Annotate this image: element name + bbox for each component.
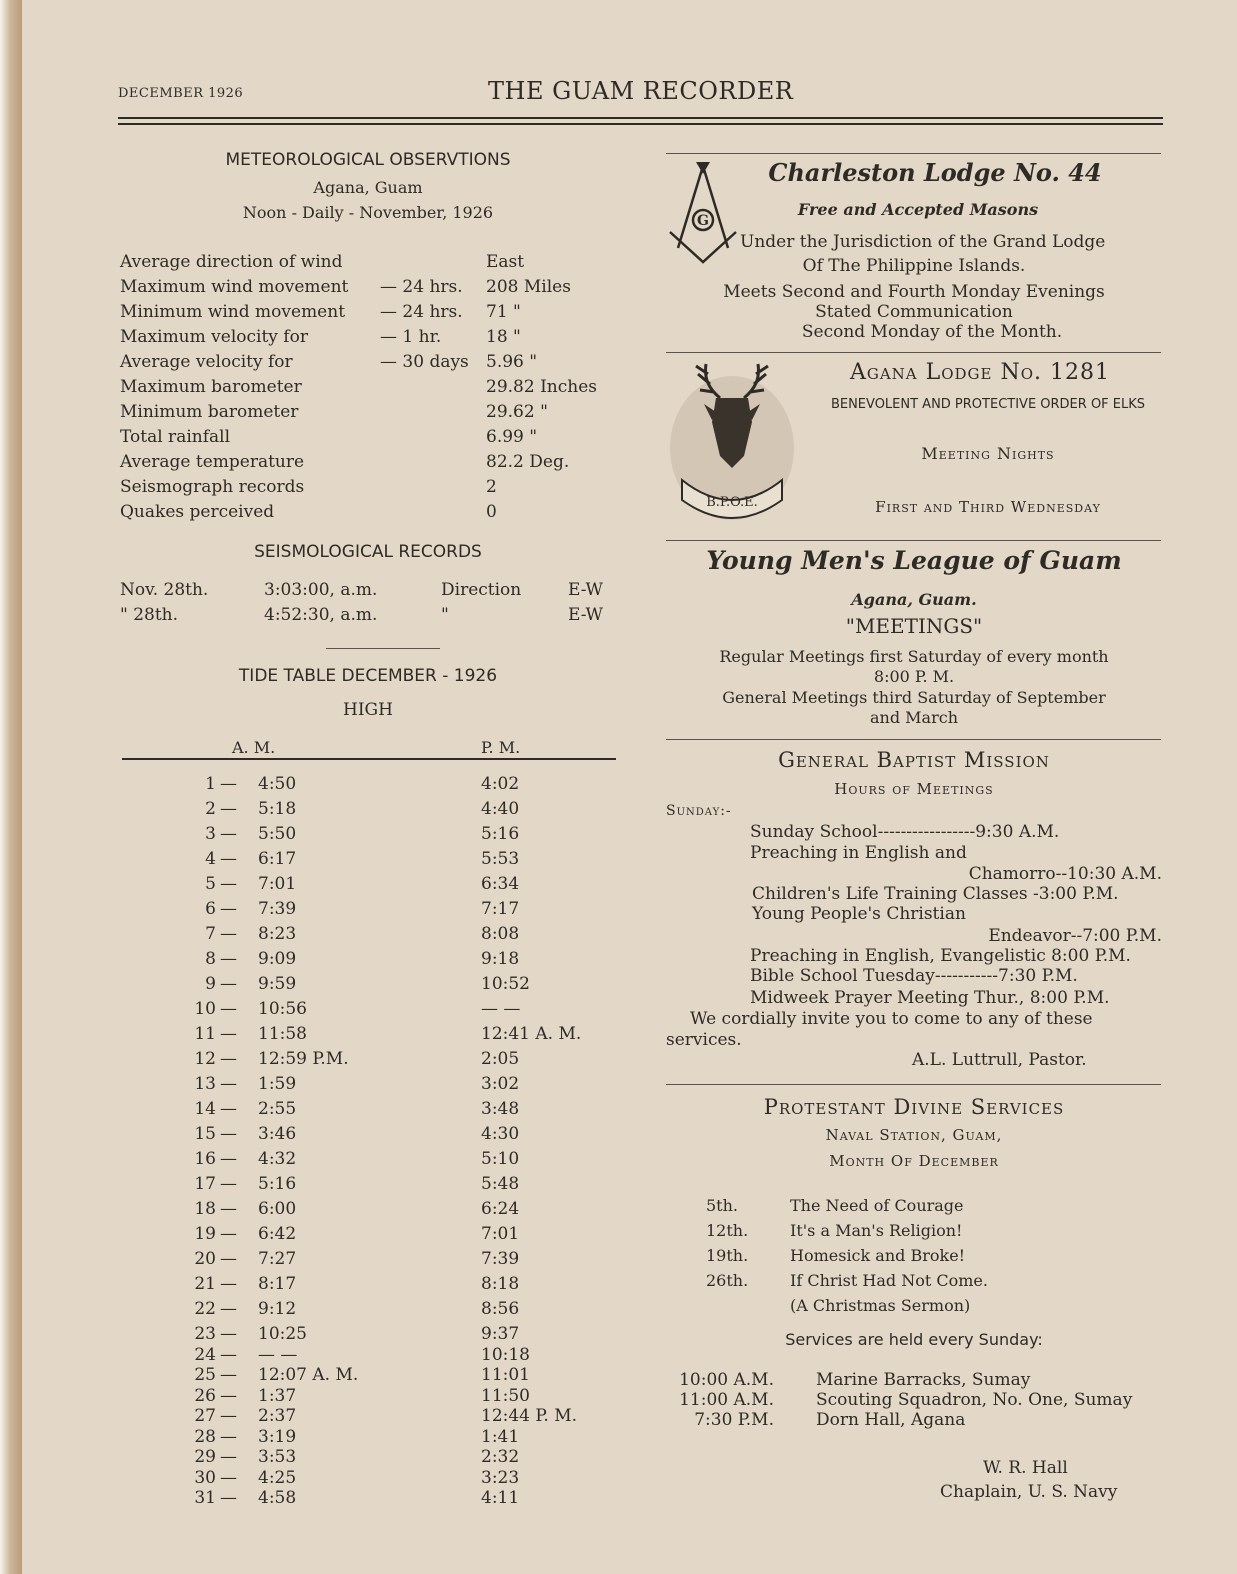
- met-label: Seismograph records: [120, 477, 305, 497]
- tide-dash: —: [220, 1149, 237, 1169]
- tide-pm: 10:18: [481, 1344, 530, 1365]
- baptist-line: Children's Life Training Classes -3:00 P.M.: [752, 884, 1119, 904]
- tide-pm: 1:41: [481, 1426, 520, 1447]
- tide-am: 9:59: [258, 974, 297, 994]
- tide-pm: 3:48: [481, 1099, 520, 1119]
- tide-day: 26: [194, 1385, 216, 1406]
- tide-day: 30: [194, 1467, 216, 1488]
- chaplain-title: Chaplain, U. S. Navy: [940, 1482, 1118, 1502]
- tide-day: 21: [194, 1274, 216, 1294]
- tide-am: 7:01: [258, 874, 297, 894]
- tide-dash: —: [220, 849, 237, 869]
- tide-dash: —: [220, 1099, 237, 1119]
- tide-dash: —: [220, 974, 237, 994]
- tide-am: 12:07 A. M.: [258, 1365, 359, 1385]
- newspaper-title: THE GUAM RECORDER: [488, 77, 794, 105]
- tide-pm: 12:44 P. M.: [481, 1406, 578, 1426]
- tide-pm: 3:23: [481, 1467, 520, 1488]
- agana-nights: First and Third Wednesday: [875, 498, 1101, 516]
- seis-dir: E-W: [568, 580, 604, 600]
- tide-am: 9:09: [258, 949, 297, 969]
- divider: [666, 153, 1161, 154]
- ymlg-meetings: "MEETINGS": [845, 614, 983, 638]
- baptist-sunday: Sunday:-: [666, 803, 732, 819]
- tide-pm: 8:56: [481, 1299, 520, 1319]
- protestant-sub1: Naval Station, Guam,: [825, 1126, 1003, 1144]
- seis-date: " 28th.: [120, 605, 179, 625]
- tide-day: 24: [194, 1344, 216, 1365]
- tide-am: 12:59 P.M.: [258, 1049, 349, 1069]
- tide-day: 22: [194, 1299, 216, 1319]
- met-label: Minimum barometer: [120, 402, 299, 422]
- tide-dash: —: [220, 1049, 237, 1069]
- agana-title: Agana Lodge No. 1281: [849, 360, 1111, 385]
- service-time: 11:00 A.M.: [679, 1390, 774, 1410]
- tide-am: 8:17: [258, 1274, 297, 1294]
- ymlg-line: Regular Meetings first Saturday of every month: [719, 647, 1109, 666]
- baptist-line: Midweek Prayer Meeting Thur., 8:00 P.M.: [750, 988, 1110, 1008]
- charleston-line: Of The Philippine Islands.: [802, 256, 1026, 276]
- service-time: 7:30 P.M.: [694, 1410, 774, 1430]
- tide-dash: —: [220, 874, 237, 894]
- met-label: Average velocity for: [120, 352, 293, 372]
- tide-am: 7:27: [258, 1249, 297, 1269]
- tide-am: 4:32: [258, 1149, 297, 1169]
- tide-dash: —: [220, 1249, 237, 1269]
- tide-pm: 5:48: [481, 1174, 520, 1194]
- divider: [666, 1084, 1161, 1085]
- tide-pm: 8:18: [481, 1274, 520, 1294]
- tide-pm: 8:08: [481, 924, 520, 944]
- met-label: Minimum wind movement: [120, 302, 346, 322]
- tide-day: 23: [194, 1324, 216, 1344]
- met-period: — 1 hr.: [380, 327, 442, 347]
- met-location: Agana, Guam: [313, 178, 423, 197]
- ymlg-line: General Meetings third Saturday of September: [722, 688, 1106, 707]
- divider: [666, 739, 1161, 740]
- baptist-line: Young People's Christian: [752, 904, 966, 924]
- sermon-title: If Christ Had Not Come.: [790, 1271, 988, 1290]
- tide-dash: —: [220, 774, 237, 794]
- met-value: 82.2 Deg.: [486, 452, 570, 472]
- tide-day: 25: [194, 1365, 216, 1385]
- tide-dash: —: [220, 949, 237, 969]
- tide-pm: 11:01: [481, 1365, 530, 1385]
- tide-pm: 7:01: [481, 1224, 520, 1244]
- met-label: Maximum velocity for: [120, 327, 308, 347]
- protestant-title: Protestant Divine Services: [763, 1095, 1065, 1119]
- tide-am: 2:37: [258, 1406, 297, 1426]
- tide-day: 3: [205, 824, 216, 844]
- sermon-title: Homesick and Broke!: [790, 1246, 966, 1265]
- tide-title: TIDE TABLE DECEMBER - 1926: [238, 666, 498, 686]
- tide-day: 1: [205, 774, 216, 794]
- baptist-pastor: A.L. Luttrull, Pastor.: [912, 1050, 1087, 1070]
- met-value: 71 ": [486, 302, 521, 322]
- tide-am: 1:59: [258, 1074, 297, 1094]
- tide-dash: —: [220, 1274, 237, 1294]
- tide-day: 12: [194, 1049, 216, 1069]
- baptist-invite: We cordially invite you to come to any of these: [690, 1009, 1093, 1029]
- tide-dash: —: [220, 1426, 237, 1447]
- tide-day: 4: [205, 849, 216, 869]
- tide-day: 10: [194, 999, 216, 1019]
- met-value: 29.62 ": [486, 402, 548, 422]
- page-edge: [0, 0, 22, 1574]
- seis-dir-label: ": [441, 605, 449, 625]
- tide-am: 4:25: [258, 1467, 297, 1488]
- tide-dash: —: [220, 1385, 237, 1406]
- tide-am: 10:25: [258, 1324, 307, 1344]
- seis-date: Nov. 28th.: [120, 580, 209, 600]
- tide-pm: 4:02: [481, 774, 520, 794]
- met-label: Average temperature: [120, 452, 305, 472]
- seis-time: 3:03:00, a.m.: [264, 580, 378, 600]
- tide-pm-head: P. M.: [481, 738, 521, 757]
- tide-am: 6:00: [258, 1199, 297, 1219]
- tide-dash: —: [220, 1406, 237, 1426]
- tide-am: 4:50: [258, 774, 297, 794]
- tide-pm: 12:41 A. M.: [481, 1024, 582, 1044]
- baptist-line: Endeavor--7:00 P.M.: [988, 926, 1162, 946]
- tide-dash: —: [220, 1074, 237, 1094]
- charleston-title: Charleston Lodge No. 44: [768, 158, 1102, 187]
- tide-day: 28: [194, 1426, 216, 1447]
- tide-am: 9:12: [258, 1299, 297, 1319]
- tide-dash: —: [220, 924, 237, 944]
- met-value: 2: [486, 477, 497, 497]
- met-label: Quakes perceived: [120, 502, 275, 522]
- sermon-date: 19th.: [706, 1246, 749, 1265]
- tide-day: 6: [205, 899, 216, 919]
- service-place: Marine Barracks, Sumay: [816, 1370, 1031, 1390]
- tide-dash: —: [220, 1124, 237, 1144]
- header-rule-2: [118, 123, 1163, 125]
- tide-dash: —: [220, 1224, 237, 1244]
- protestant-sub2: Month Of December: [829, 1152, 999, 1170]
- tide-day: 19: [194, 1224, 216, 1244]
- tide-day: 20: [194, 1249, 216, 1269]
- met-period: — 24 hrs.: [380, 277, 463, 297]
- tide-sub: HIGH: [343, 700, 393, 720]
- sermon-title: It's a Man's Religion!: [790, 1221, 963, 1240]
- tide-day: 8: [205, 949, 216, 969]
- met-value: 18 ": [486, 327, 521, 347]
- baptist-line: Preaching in English and: [750, 843, 967, 863]
- tide-day: 17: [194, 1174, 216, 1194]
- tide-day: 11: [194, 1024, 216, 1044]
- met-period: — 24 hrs.: [380, 302, 463, 322]
- protestant-held: Services are held every Sunday:: [785, 1330, 1043, 1349]
- baptist-line: Bible School Tuesday-----------7:30 P.M.: [750, 966, 1078, 986]
- tide-pm: 6:24: [481, 1199, 520, 1219]
- service-time: 10:00 A.M.: [679, 1370, 774, 1390]
- tide-am: 5:18: [258, 799, 297, 819]
- tide-am: 3:19: [258, 1426, 297, 1447]
- tide-am-head: A. M.: [232, 738, 276, 757]
- charleston-sub: Free and Accepted Masons: [797, 200, 1039, 219]
- baptist-line: Preaching in English, Evangelistic 8:00 P.M.: [750, 946, 1131, 966]
- tide-pm: 3:02: [481, 1074, 520, 1094]
- tide-pm: 7:17: [481, 899, 520, 919]
- tide-head-rule: [122, 758, 616, 760]
- tide-am: 5:16: [258, 1174, 297, 1194]
- tide-pm: 5:16: [481, 824, 520, 844]
- met-label: Maximum barometer: [120, 377, 302, 397]
- tide-day: 16: [194, 1149, 216, 1169]
- service-place: Dorn Hall, Agana: [816, 1410, 966, 1430]
- baptist-line: Sunday School-----------------9:30 A.M.: [750, 822, 1060, 842]
- tide-pm: — —: [481, 999, 521, 1019]
- tide-pm: 4:40: [481, 799, 520, 819]
- tide-pm: 11:50: [481, 1385, 530, 1406]
- tide-am: 1:37: [258, 1385, 297, 1406]
- tide-dash: —: [220, 1299, 237, 1319]
- tide-day: 9: [205, 974, 216, 994]
- svg-text:G: G: [697, 213, 709, 229]
- met-label: Maximum wind movement: [120, 277, 349, 297]
- seis-title: SEISMOLOGICAL RECORDS: [254, 542, 482, 562]
- tide-dash: —: [220, 799, 237, 819]
- agana-sub: BENEVOLENT AND PROTECTIVE ORDER OF ELKS: [830, 397, 1146, 412]
- tide-am: 6:42: [258, 1224, 297, 1244]
- tide-pm: 10:52: [481, 974, 530, 994]
- divider: [666, 352, 1161, 353]
- tide-pm: 4:11: [481, 1488, 520, 1508]
- tide-pm: 4:30: [481, 1124, 520, 1144]
- met-value: 6.99 ": [486, 427, 538, 447]
- square-compass-icon: [666, 160, 740, 264]
- tide-day: 27: [194, 1406, 216, 1426]
- met-label: Average direction of wind: [120, 252, 343, 272]
- baptist-invite: services.: [666, 1030, 742, 1050]
- tide-pm: 2:05: [481, 1049, 520, 1069]
- issue-date: DECEMBER 1926: [118, 86, 244, 101]
- tide-am: 5:50: [258, 824, 297, 844]
- tide-am: 4:58: [258, 1488, 297, 1508]
- tide-pm: 9:37: [481, 1324, 520, 1344]
- agana-meeting: Meeting Nights: [921, 444, 1055, 463]
- met-value: 29.82 Inches: [486, 377, 597, 397]
- tide-am: 3:46: [258, 1124, 297, 1144]
- met-value: East: [486, 252, 525, 272]
- ymlg-place: Agana, Guam.: [851, 590, 977, 609]
- sermon-date: 26th.: [706, 1271, 749, 1290]
- seis-dir-label: Direction: [441, 580, 522, 600]
- met-title: METEOROLOGICAL OBSERVTIONS: [225, 150, 511, 170]
- tide-day: 7: [205, 924, 216, 944]
- tide-am: 6:17: [258, 849, 297, 869]
- emblem-text: B.P.O.E.: [706, 495, 758, 510]
- met-label: Total rainfall: [120, 427, 231, 447]
- tide-dash: —: [220, 899, 237, 919]
- tide-day: 31: [194, 1488, 216, 1508]
- met-value: 208 Miles: [486, 277, 571, 297]
- sermon-date: 12th.: [706, 1221, 749, 1240]
- baptist-title: General Baptist Mission: [778, 748, 1050, 772]
- ymlg-line: and March: [869, 708, 958, 727]
- tide-dash: —: [220, 1174, 237, 1194]
- tide-pm: 5:53: [481, 849, 520, 869]
- sermon-title: (A Christmas Sermon): [790, 1296, 971, 1315]
- tide-dash: —: [220, 1447, 237, 1467]
- met-subtitle: Noon - Daily - November, 1926: [242, 203, 494, 222]
- charleston-line: Stated Communication: [815, 302, 1013, 322]
- tide-am: 10:56: [258, 999, 307, 1019]
- baptist-line: Chamorro--10:30 A.M.: [968, 864, 1162, 884]
- seis-time: 4:52:30, a.m.: [264, 605, 378, 625]
- charleston-line: Second Monday of the Month.: [801, 322, 1063, 342]
- tide-pm: 5:10: [481, 1149, 520, 1169]
- divider: [326, 648, 440, 649]
- tide-pm: 2:32: [481, 1447, 520, 1467]
- tide-day: 29: [194, 1447, 216, 1467]
- chaplain-name: W. R. Hall: [983, 1458, 1068, 1478]
- tide-dash: —: [220, 999, 237, 1019]
- sermon-date: 5th.: [706, 1196, 738, 1215]
- tide-dash: —: [220, 1467, 237, 1488]
- tide-pm: 7:39: [481, 1249, 520, 1269]
- tide-day: 15: [194, 1124, 216, 1144]
- tide-dash: —: [220, 1324, 237, 1344]
- tide-day: 14: [194, 1099, 216, 1119]
- tide-dash: —: [220, 1344, 237, 1365]
- sermon-title: The Need of Courage: [790, 1196, 964, 1215]
- tide-day: 13: [194, 1074, 216, 1094]
- tide-am: — —: [258, 1344, 298, 1365]
- tide-am: 7:39: [258, 899, 297, 919]
- tide-dash: —: [220, 1365, 237, 1385]
- seis-dir: E-W: [568, 605, 604, 625]
- charleston-line: Under the Jurisdiction of the Grand Lodge: [740, 232, 1106, 252]
- met-value: 5.96 ": [486, 352, 538, 372]
- met-value: 0: [486, 502, 497, 522]
- tide-day: 5: [205, 874, 216, 894]
- charleston-line: Meets Second and Fourth Monday Evenings: [723, 282, 1105, 302]
- tide-am: 3:53: [258, 1447, 297, 1467]
- service-place: Scouting Squadron, No. One, Sumay: [816, 1390, 1133, 1410]
- elk-emblem-icon: [664, 360, 800, 530]
- tide-dash: —: [220, 1488, 237, 1508]
- tide-am: 8:23: [258, 924, 297, 944]
- header-rule: [118, 117, 1163, 119]
- tide-day: 2: [205, 799, 216, 819]
- tide-dash: —: [220, 824, 237, 844]
- met-period: — 30 days: [380, 352, 469, 372]
- tide-dash: —: [220, 1024, 237, 1044]
- ymlg-title: Young Men's League of Guam: [706, 546, 1122, 575]
- tide-am: 2:55: [258, 1099, 297, 1119]
- tide-pm: 9:18: [481, 949, 520, 969]
- tide-pm: 6:34: [481, 874, 520, 894]
- tide-am: 11:58: [258, 1024, 307, 1044]
- divider: [666, 540, 1161, 541]
- tide-dash: —: [220, 1199, 237, 1219]
- ymlg-line: 8:00 P. M.: [873, 667, 955, 686]
- baptist-sub: Hours of Meetings: [834, 780, 994, 798]
- tide-day: 18: [194, 1199, 216, 1219]
